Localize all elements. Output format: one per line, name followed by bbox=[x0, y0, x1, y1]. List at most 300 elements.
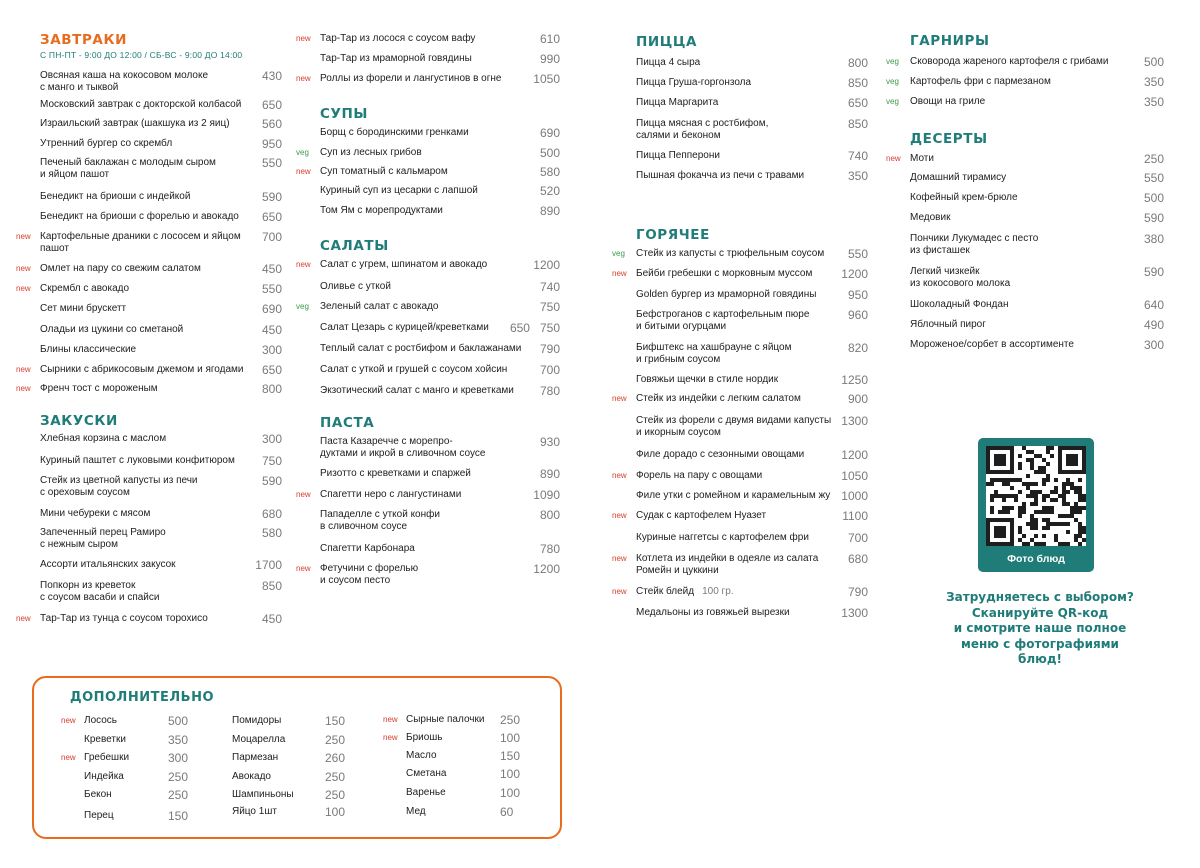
item-name-line: с нежным сыром bbox=[40, 539, 118, 550]
menu-item[interactable] bbox=[612, 415, 868, 439]
section-subtitle-breakfast: С ПН-ПТ - 9:00 ДО 12:00 / СБ-ВС - 9:00 ДО 14:00 bbox=[40, 50, 243, 60]
item-name bbox=[320, 468, 471, 480]
menu-item[interactable] bbox=[16, 613, 282, 637]
item-name-line: с соусом васаби и спайси bbox=[40, 592, 160, 603]
extra-item-price: 250 bbox=[168, 770, 189, 784]
price-value: 800 bbox=[847, 56, 868, 70]
item-name bbox=[910, 96, 985, 108]
item-name bbox=[320, 73, 501, 85]
item-price bbox=[848, 149, 868, 163]
item-name bbox=[40, 344, 136, 356]
item-name bbox=[40, 118, 230, 130]
item-price bbox=[848, 585, 868, 599]
item-price bbox=[533, 562, 560, 576]
item-name-line: Стейк блейд 100 гр. bbox=[636, 586, 734, 597]
price-value: 650 bbox=[261, 363, 282, 377]
item-price bbox=[1144, 75, 1164, 89]
price-value: 500 bbox=[1143, 55, 1164, 69]
menu-item[interactable] bbox=[16, 383, 282, 407]
extra-item-name: Масло bbox=[406, 750, 437, 761]
item-name-line: Ризотто с креветками и спаржей bbox=[320, 468, 471, 479]
item-price bbox=[510, 321, 560, 335]
item-name-line: Медальоны из говяжьей вырезки bbox=[636, 607, 790, 618]
item-name-line: Салат с уткой и грушей с соусом хойсин bbox=[320, 364, 508, 375]
item-price bbox=[262, 282, 282, 296]
menu-item[interactable] bbox=[886, 96, 1164, 120]
price-value: 550 bbox=[847, 247, 868, 261]
item-name-line: салями и беконом bbox=[636, 130, 721, 141]
tag-veg: veg bbox=[612, 249, 625, 258]
price-value: 500 bbox=[1143, 191, 1164, 205]
item-name bbox=[320, 563, 418, 587]
item-name-line: Френч тост с мороженым bbox=[40, 383, 158, 394]
price-value: 1000 bbox=[841, 489, 868, 503]
item-name-line: Говяжьи щечки в стиле нордик bbox=[636, 374, 779, 385]
tag-new: new bbox=[383, 715, 398, 724]
menu-item[interactable] bbox=[296, 73, 560, 97]
item-name bbox=[40, 263, 201, 275]
price-value: 650 bbox=[261, 210, 282, 224]
price-value: 850 bbox=[847, 76, 868, 90]
item-price bbox=[533, 72, 560, 86]
menu-item[interactable] bbox=[16, 433, 282, 457]
tag-new: new bbox=[61, 753, 76, 762]
item-name-line: Пицца мясная с ростбифом, bbox=[636, 118, 769, 129]
item-name bbox=[910, 192, 1018, 204]
item-name bbox=[40, 475, 198, 499]
item-price bbox=[1144, 232, 1164, 246]
price-value: 790 bbox=[847, 585, 868, 599]
tag-new: new bbox=[612, 587, 627, 596]
item-name-line: и грибным соусом bbox=[636, 354, 721, 365]
item-name-line: Суп томатный с кальмаром bbox=[320, 166, 448, 177]
price-value: 1100 bbox=[842, 509, 868, 523]
item-price bbox=[848, 96, 868, 110]
tag-new: new bbox=[612, 394, 627, 403]
item-price bbox=[262, 98, 282, 112]
item-name-line: Ассорти итальянских закусок bbox=[40, 559, 176, 570]
price-value: 590 bbox=[1143, 211, 1164, 225]
item-name-line: Стейк из капусты с трюфельным соусом bbox=[636, 248, 825, 259]
item-price bbox=[848, 56, 868, 70]
price-value: 450 bbox=[261, 612, 282, 626]
item-price bbox=[262, 117, 282, 131]
extra-item-price: 260 bbox=[325, 751, 346, 765]
price-value: 750 bbox=[261, 454, 282, 468]
item-price bbox=[848, 247, 868, 261]
item-price bbox=[1144, 171, 1164, 185]
tag-new: new bbox=[612, 554, 627, 563]
section-title-salads: САЛАТЫ bbox=[320, 238, 389, 254]
item-price bbox=[540, 126, 560, 140]
item-price bbox=[841, 489, 868, 503]
price-value: 890 bbox=[539, 204, 560, 218]
item-name bbox=[910, 76, 1051, 88]
extra-item-name: Моцарелла bbox=[232, 734, 286, 745]
extra-item-name: Помидоры bbox=[232, 715, 282, 726]
menu-item[interactable] bbox=[16, 231, 282, 255]
item-price bbox=[262, 363, 282, 377]
item-name bbox=[40, 157, 216, 181]
price-value: 850 bbox=[261, 579, 282, 593]
tag-veg: veg bbox=[296, 148, 309, 157]
extra-item-price: 500 bbox=[168, 714, 189, 728]
section-title-sides: ГАРНИРЫ bbox=[910, 33, 990, 49]
item-name bbox=[320, 509, 440, 533]
item-price bbox=[262, 343, 282, 357]
menu-item[interactable] bbox=[612, 607, 868, 631]
item-price bbox=[848, 341, 868, 355]
qr-caption-line: блюд! bbox=[1018, 652, 1062, 666]
item-name-line: Филе дорадо с сезонными овощами bbox=[636, 449, 805, 460]
price-value: 350 bbox=[847, 169, 868, 183]
item-name-line: Моти bbox=[910, 153, 934, 164]
item-price bbox=[533, 258, 560, 272]
item-name bbox=[40, 433, 166, 445]
price-value: 580 bbox=[539, 165, 560, 179]
item-name bbox=[320, 301, 439, 313]
price-value: 1090 bbox=[533, 488, 560, 502]
item-name-line: Ромейн и цуккини bbox=[636, 565, 719, 576]
item-name-line: Пышная фокачча из печи с травами bbox=[636, 170, 805, 181]
item-name-line: Оливье с уткой bbox=[320, 281, 391, 292]
item-name-line: Куриные наггетсы с картофелем фри bbox=[636, 532, 809, 543]
item-name bbox=[40, 527, 166, 551]
item-name-line: Пицца Груша-горгонзола bbox=[636, 77, 752, 88]
item-name-line: Роллы из форели и лангустинов в огне bbox=[320, 73, 502, 84]
item-name bbox=[40, 455, 235, 467]
qr-caption-line: меню с фотографиями bbox=[961, 636, 1119, 651]
item-name-line: Пицца Маргарита bbox=[636, 97, 719, 108]
qr-code-card[interactable] bbox=[978, 438, 1094, 572]
item-name bbox=[320, 543, 415, 555]
item-price bbox=[262, 323, 282, 337]
price-value: 380 bbox=[1143, 232, 1164, 246]
item-name bbox=[636, 532, 809, 544]
price-value: 610 bbox=[539, 32, 560, 46]
item-name-line: Скрембл с авокадо bbox=[40, 283, 130, 294]
menu-item[interactable] bbox=[612, 309, 868, 333]
item-name bbox=[320, 322, 489, 334]
item-name bbox=[636, 342, 791, 366]
item-name bbox=[910, 299, 1008, 311]
menu-item[interactable] bbox=[16, 157, 282, 181]
item-price bbox=[1144, 338, 1164, 352]
item-name bbox=[320, 147, 422, 159]
extra-item-price: 300 bbox=[168, 751, 189, 765]
item-price bbox=[262, 190, 282, 204]
item-name bbox=[636, 393, 801, 405]
item-name bbox=[910, 266, 1010, 290]
menu-item[interactable] bbox=[16, 475, 282, 499]
price-value: 740 bbox=[539, 280, 560, 294]
item-name bbox=[636, 77, 751, 89]
price-value: 950 bbox=[261, 137, 282, 151]
item-name-line: Бифштекс на хашбрауне с яйцом bbox=[636, 342, 792, 353]
item-name-line: Сет мини брускетт bbox=[40, 303, 127, 314]
menu-item[interactable] bbox=[612, 170, 868, 194]
price-value: 520 bbox=[539, 184, 560, 198]
price-value: 750 bbox=[539, 300, 560, 314]
tag-new: new bbox=[612, 511, 627, 520]
price-value: 990 bbox=[539, 52, 560, 66]
price-value: 890 bbox=[539, 467, 560, 481]
price-value: 640 bbox=[1143, 298, 1164, 312]
tag-new: new bbox=[16, 264, 31, 273]
tag-new: new bbox=[296, 74, 311, 83]
item-name-line: из кокосового молока bbox=[910, 278, 1011, 289]
menu-item[interactable] bbox=[296, 205, 560, 229]
item-name-line: Запеченный перец Рамиро bbox=[40, 527, 166, 538]
price-value: 300 bbox=[1143, 338, 1164, 352]
extra-item-name: Сметана bbox=[406, 768, 447, 779]
item-name-line: Golden бургер из мраморной говядины bbox=[636, 289, 817, 300]
menu-item[interactable] bbox=[612, 393, 868, 417]
price-value: 800 bbox=[539, 508, 560, 522]
item-price bbox=[540, 280, 560, 294]
item-price bbox=[540, 165, 560, 179]
item-name-line: Пападелле с уткой конфи bbox=[320, 509, 440, 520]
item-price bbox=[540, 52, 560, 66]
item-name-line: Суп из лесных грибов bbox=[320, 147, 422, 158]
item-name-line: Пончики Лукумадес с песто bbox=[910, 233, 1039, 244]
tag-new: new bbox=[16, 614, 31, 623]
price-value: 300 bbox=[261, 432, 282, 446]
item-name bbox=[320, 127, 469, 139]
price-value: 1200 bbox=[533, 258, 560, 272]
item-price bbox=[841, 448, 868, 462]
item-price bbox=[533, 488, 560, 502]
item-price bbox=[1144, 298, 1164, 312]
extra-item-price: 100 bbox=[500, 786, 521, 800]
item-name bbox=[636, 607, 790, 619]
item-name-line: Оладьи из цукини со сметаной bbox=[40, 324, 184, 335]
item-name bbox=[636, 57, 700, 69]
section-title-pasta: ПАСТА bbox=[320, 415, 375, 431]
price-value: 680 bbox=[261, 507, 282, 521]
price-value: 650 bbox=[261, 98, 282, 112]
item-name-line: Салат Цезарь с курицей/креветками bbox=[320, 322, 489, 333]
menu-item[interactable] bbox=[886, 233, 1164, 257]
item-price bbox=[1144, 265, 1164, 279]
item-name-line: Блины классические bbox=[40, 344, 137, 355]
item-name bbox=[40, 580, 159, 604]
price-value: 780 bbox=[539, 384, 560, 398]
item-name-line: Стейк из индейки с легким салатом bbox=[636, 393, 801, 404]
item-name-line: дуктами и икрой в сливочном соусе bbox=[320, 448, 486, 459]
extra-item-name: Авокадо bbox=[232, 771, 271, 782]
qr-caption-line: и смотрите наше полное bbox=[953, 621, 1127, 635]
section-title-soups: СУПЫ bbox=[320, 106, 369, 122]
section-title-snacks: ЗАКУСКИ bbox=[40, 413, 118, 429]
price-value: 560 bbox=[261, 117, 282, 131]
item-name-line: Мини чебуреки с мясом bbox=[40, 508, 151, 519]
item-name-line: Бенедикт на бриоши с индейкой bbox=[40, 191, 191, 202]
item-name bbox=[320, 281, 391, 293]
qr-code-graphic bbox=[986, 446, 1086, 546]
item-name-line: Пицца Пепперони bbox=[636, 150, 720, 161]
price-value: 590 bbox=[1143, 265, 1164, 279]
item-price bbox=[262, 302, 282, 316]
item-name bbox=[40, 138, 172, 150]
item-name-line: Овощи на гриле bbox=[910, 96, 986, 107]
item-name bbox=[910, 212, 950, 224]
item-name-line: Куриный суп из цесарки с лапшой bbox=[320, 185, 478, 196]
item-name bbox=[40, 70, 208, 94]
menu-item[interactable] bbox=[886, 339, 1164, 363]
tag-new: new bbox=[296, 490, 311, 499]
item-name bbox=[636, 415, 831, 439]
item-price bbox=[848, 76, 868, 90]
item-price bbox=[841, 469, 868, 483]
item-name-line: Пицца 4 сыра bbox=[636, 57, 701, 68]
item-name-line: Тар-Тар из лосося с соусом вафу bbox=[320, 33, 476, 44]
price-value: 590 bbox=[261, 474, 282, 488]
item-price bbox=[262, 137, 282, 151]
item-price bbox=[540, 300, 560, 314]
price-value: 550 bbox=[261, 156, 282, 170]
item-name bbox=[320, 53, 472, 65]
extra-item-price: 250 bbox=[325, 733, 346, 747]
menu-item[interactable] bbox=[296, 509, 560, 533]
item-name bbox=[910, 319, 986, 331]
item-price bbox=[841, 606, 868, 620]
item-name-line: в сливочном соусе bbox=[320, 521, 408, 532]
item-price bbox=[540, 363, 560, 377]
item-price bbox=[848, 392, 868, 406]
price-value: 550 bbox=[1143, 171, 1164, 185]
menu-item[interactable] bbox=[612, 510, 868, 534]
item-name bbox=[320, 259, 487, 271]
item-price bbox=[262, 474, 282, 488]
item-name-line: Овсяная каша на кокосовом молоке bbox=[40, 70, 209, 81]
item-name bbox=[40, 559, 176, 571]
extra-item-price: 60 bbox=[500, 805, 514, 819]
item-name-line: и икорным соусом bbox=[636, 427, 721, 438]
price-value: 590 bbox=[261, 190, 282, 204]
price-value: 780 bbox=[539, 542, 560, 556]
extra-item-name: Шампиньоны bbox=[232, 789, 294, 800]
menu-item[interactable] bbox=[612, 118, 868, 142]
item-name-line: Домашний тирамису bbox=[910, 172, 1007, 183]
item-name bbox=[910, 233, 1038, 257]
item-price bbox=[1144, 191, 1164, 205]
price-value: 490 bbox=[1143, 318, 1164, 332]
menu-item[interactable] bbox=[296, 563, 560, 587]
menu-item[interactable] bbox=[16, 527, 282, 551]
item-name bbox=[910, 153, 934, 165]
extra-item-name: Лосось bbox=[84, 715, 118, 726]
item-name-line: Кофейный крем-брюле bbox=[910, 192, 1018, 203]
price-value: 1700 bbox=[255, 558, 282, 572]
extra-item-name: Индейка bbox=[84, 771, 124, 782]
item-price bbox=[540, 204, 560, 218]
item-name bbox=[636, 309, 809, 333]
item-name-line: Сковорода жареного картофеля с грибами bbox=[910, 56, 1109, 67]
item-name-line: Филе утки с ромейном и карамельным жу bbox=[636, 490, 831, 501]
extra-item-price: 150 bbox=[168, 809, 189, 823]
item-price bbox=[255, 558, 282, 572]
item-name bbox=[320, 166, 448, 178]
item-name-line: Зеленый салат с авокадо bbox=[320, 301, 439, 312]
item-name-line: Форель на пару с овощами bbox=[636, 470, 763, 481]
qr-code[interactable] bbox=[986, 446, 1086, 546]
price-value: 450 bbox=[261, 262, 282, 276]
extra-item-price: 250 bbox=[325, 788, 346, 802]
item-name-line: Хлебная корзина с маслом bbox=[40, 433, 167, 444]
item-price bbox=[841, 414, 868, 428]
tag-new: new bbox=[296, 167, 311, 176]
item-name-line: Московский завтрак с докторской колбасой bbox=[40, 99, 242, 110]
tag-veg: veg bbox=[296, 302, 309, 311]
menu-item[interactable] bbox=[612, 553, 868, 577]
item-price bbox=[540, 384, 560, 398]
item-name-line: Картофель фри с пармезаном bbox=[910, 76, 1051, 87]
item-name-line: Стейк из форели с двумя видами капусты bbox=[636, 415, 832, 426]
item-name bbox=[636, 170, 804, 182]
item-price bbox=[848, 552, 868, 566]
menu-item[interactable] bbox=[16, 70, 282, 94]
item-price bbox=[262, 454, 282, 468]
price-value: 350 bbox=[1143, 75, 1164, 89]
item-name bbox=[910, 339, 1074, 351]
menu-item[interactable] bbox=[296, 259, 560, 283]
extra-item-name: Пармезан bbox=[232, 752, 279, 763]
item-name bbox=[910, 56, 1108, 68]
item-name-line: Яблочный пирог bbox=[910, 319, 986, 330]
price-value: 350 bbox=[1143, 95, 1164, 109]
tag-new: new bbox=[296, 260, 311, 269]
price-value-2: 750 bbox=[539, 321, 560, 335]
item-name-line: Легкий чизкейк bbox=[910, 266, 980, 277]
item-name-line: Теплый салат с ростбифом и баклажанами bbox=[320, 343, 522, 354]
tag-new: new bbox=[296, 564, 311, 573]
price-value: 700 bbox=[261, 230, 282, 244]
item-name bbox=[40, 231, 241, 255]
menu-item[interactable] bbox=[296, 385, 560, 409]
item-price bbox=[262, 612, 282, 626]
extra-item-name: Бекон bbox=[84, 789, 112, 800]
tag-new: new bbox=[61, 716, 76, 725]
menu-item[interactable] bbox=[886, 266, 1164, 290]
extra-item-name: Креветки bbox=[84, 734, 126, 745]
item-price bbox=[841, 267, 868, 281]
price-value: 1300 bbox=[841, 414, 868, 428]
extra-item-name: Перец bbox=[84, 810, 114, 821]
menu-item[interactable] bbox=[296, 436, 560, 460]
price-value: 960 bbox=[847, 308, 868, 322]
item-name bbox=[636, 97, 718, 109]
item-name bbox=[40, 383, 158, 395]
extras-title: ДОПОЛНИТЕЛЬНО bbox=[70, 690, 215, 705]
section-title-breakfast: ЗАВТРАКИ bbox=[40, 32, 128, 48]
tag-veg: veg bbox=[886, 77, 899, 86]
menu-item[interactable] bbox=[16, 580, 282, 604]
extra-item-price: 150 bbox=[500, 749, 521, 763]
extra-item-price: 350 bbox=[168, 733, 189, 747]
item-name bbox=[40, 191, 190, 203]
item-price bbox=[1144, 95, 1164, 109]
extra-item-price: 150 bbox=[325, 714, 346, 728]
menu-item[interactable] bbox=[612, 342, 868, 366]
item-price bbox=[262, 526, 282, 540]
qr-label: Фото блюд bbox=[1007, 553, 1065, 565]
section-title-desserts: ДЕСЕРТЫ bbox=[910, 131, 988, 147]
item-name bbox=[40, 364, 244, 376]
item-name bbox=[636, 248, 824, 260]
item-price bbox=[1144, 211, 1164, 225]
item-name-line: Котлета из индейки в одеяле из салата bbox=[636, 553, 819, 564]
